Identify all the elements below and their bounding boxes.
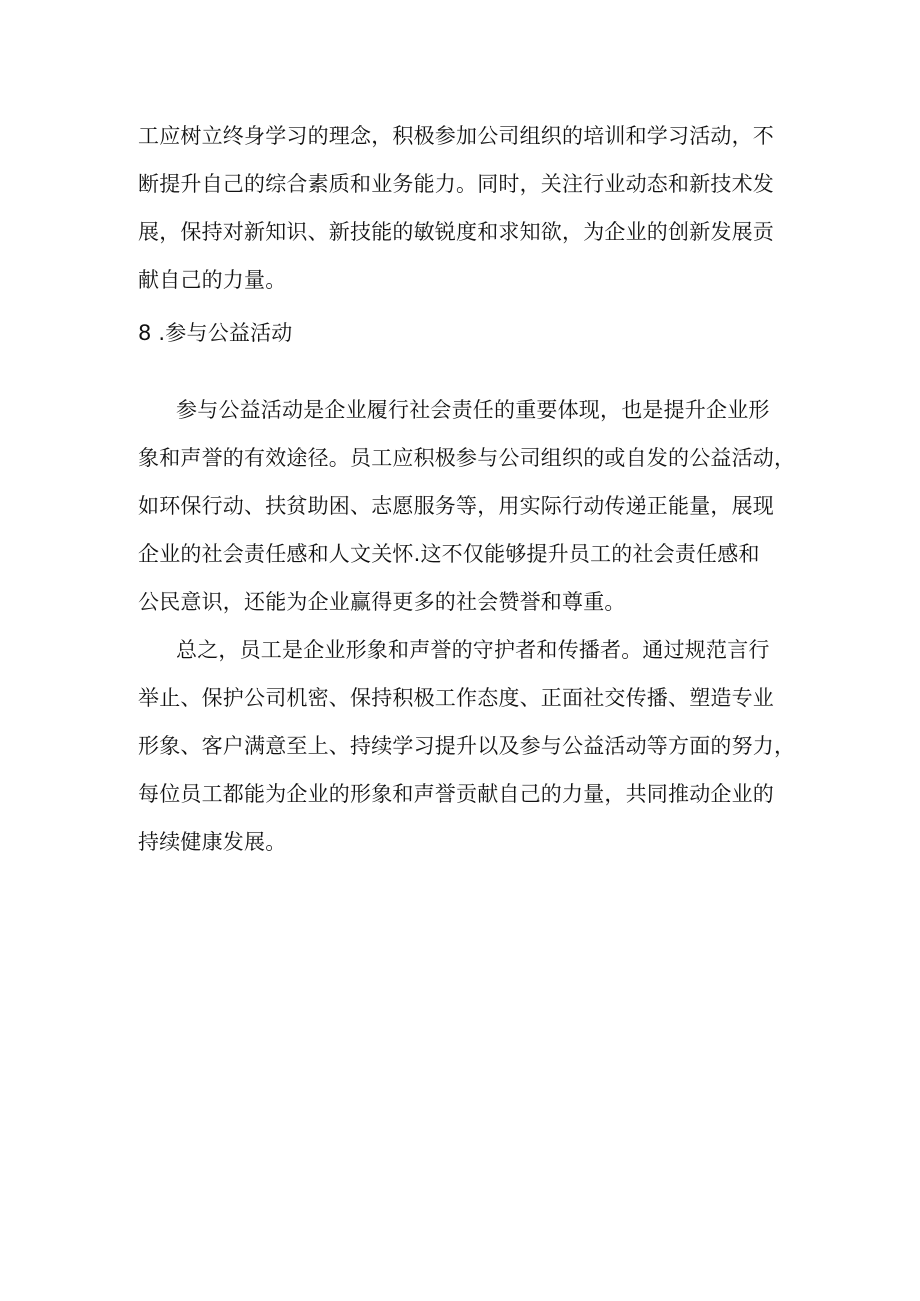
paragraph-line: 象和声誉的有效途径。员工应积极参与公司组织的或自发的公益活动， bbox=[138, 446, 796, 470]
paragraph-line: 参与公益活动是企业履行社会责任的重要体现，也是提升企业形 bbox=[176, 398, 770, 422]
paragraph-line: 每位员工都能为企业的形象和声誉贡献自己的力量，共同推动企业的 bbox=[138, 782, 774, 806]
section-heading: 8 .参与公益活动 bbox=[138, 321, 293, 345]
paragraph-line: 总之，员工是企业形象和声誉的守护者和传播者。通过规范言行 bbox=[176, 638, 770, 662]
paragraph-line: 如环保行动、扶贫助困、志愿服务等，用实际行动传递正能量，展现 bbox=[138, 494, 774, 518]
paragraph-line: 形象、客户满意至上、持续学习提升以及参与公益活动等方面的努力， bbox=[138, 734, 796, 758]
paragraph-line: 献自己的力量。 bbox=[138, 268, 287, 292]
paragraph-line: 工应树立终身学习的理念，积极参加公司组织的培训和学习活动，不 bbox=[138, 124, 774, 148]
paragraph-line: 持续健康发展。 bbox=[138, 830, 287, 854]
paragraph-line: 公民意识，还能为企业赢得更多的社会赞誉和尊重。 bbox=[138, 590, 626, 614]
paragraph-line: 展，保持对新知识、新技能的敏锐度和求知欲，为企业的创新发展贡 bbox=[138, 220, 774, 244]
paragraph-line: 举止、保护公司机密、保持积极工作态度、正面社交传播、塑造专业 bbox=[138, 686, 774, 710]
paragraph-line: 企业的社会责任感和人文关怀.这不仅能够提升员工的社会责任感和 bbox=[138, 542, 760, 566]
paragraph-line: 断提升自己的综合素质和业务能力。同时，关注行业动态和新技术发 bbox=[138, 172, 774, 196]
